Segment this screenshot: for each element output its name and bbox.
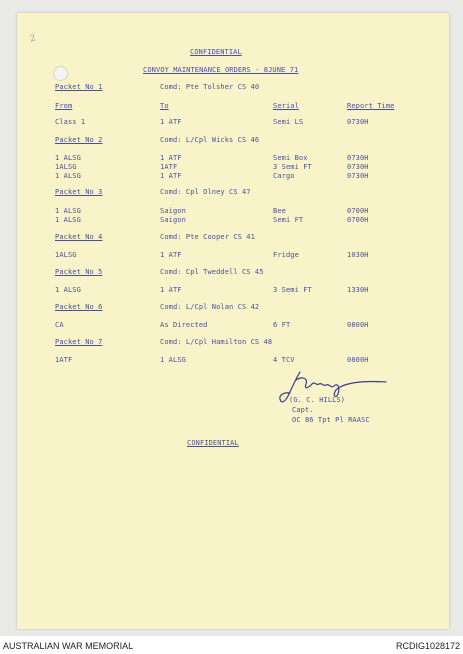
packet-3-name: Packet No 3: [55, 188, 103, 196]
p3-r2-from: 1 ALSG: [55, 216, 81, 224]
signatory-unit: OC 86 Tpt Pl RAASC: [292, 416, 370, 424]
packet-7-comd: Comd: L/Cpl Hamilton CS 48: [160, 338, 273, 346]
p7-r1-from: 1ATF: [55, 356, 73, 364]
p2-r3-time: 0730H: [347, 172, 369, 180]
p6-r1-serial: 6 FT: [273, 321, 291, 329]
p2-r2-to: 1ATF: [160, 163, 178, 171]
col-header-serial: Serial: [273, 102, 299, 110]
p3-r1-time: 0700H: [347, 207, 369, 215]
corner-pencil-mark: 2: [28, 33, 38, 45]
p7-r1-to: 1 ALSG: [160, 356, 186, 364]
p4-r1-from: 1ALSG: [55, 251, 77, 259]
p4-r1-serial: Fridge: [273, 251, 299, 259]
p6-r1-from: CA: [55, 321, 64, 329]
p6-r1-time: 0800H: [347, 321, 369, 329]
p1-r1-from: Class 1: [55, 118, 86, 126]
punch-hole: [53, 66, 68, 81]
p2-r1-serial: Semi Box: [273, 154, 308, 162]
p2-r3-serial: Cargo: [273, 172, 295, 180]
p3-r2-to: Saigon: [160, 216, 186, 224]
p6-r1-to: As Directed: [160, 321, 208, 329]
p2-r2-serial: 3 Semi FT: [273, 163, 312, 171]
p7-r1-serial: 4 TCV: [273, 356, 295, 364]
p2-r3-from: 1 ALSG: [55, 172, 81, 180]
signatory-rank: Capt.: [292, 406, 314, 414]
archive-name: AUSTRALIAN WAR MEMORIAL: [3, 641, 134, 651]
col-header-to: To: [160, 102, 169, 110]
p3-r2-time: 0700H: [347, 216, 369, 224]
p3-r1-serial: Bee: [273, 207, 286, 215]
p3-r1-to: Saigon: [160, 207, 186, 215]
packet-2-name: Packet No 2: [55, 136, 103, 144]
document-title: CONVOY MAINTENANCE ORDERS - 8JUNE 71: [143, 66, 299, 74]
p3-r2-serial: Semi FT: [273, 216, 304, 224]
packet-4-comd: Comd: Pte Cooper CS 41: [160, 233, 255, 241]
packet-1-name: Packet No 1: [55, 83, 103, 91]
col-header-report-time: Report Time: [347, 102, 395, 110]
classification-top: CONFIDENTIAL: [190, 48, 242, 56]
packet-6-comd: Comd: L/Cpl Nolan CS 42: [160, 303, 260, 311]
p1-r1-serial: Semi LS: [273, 118, 304, 126]
packet-2-comd: Comd: L/Cpl Wicks CS 46: [160, 136, 260, 144]
p2-r1-time: 0730H: [347, 154, 369, 162]
p2-r2-time: 0730H: [347, 163, 369, 171]
p2-r2-from: 1ALSG: [55, 163, 77, 171]
archive-footer: [0, 636, 463, 654]
p5-r1-serial: 3 Semi FT: [273, 286, 312, 294]
packet-6-name: Packet No 6: [55, 303, 103, 311]
classification-bottom: CONFIDENTIAL: [187, 439, 239, 447]
p2-r3-to: 1 ATF: [160, 172, 182, 180]
p4-r1-time: 1030H: [347, 251, 369, 259]
packet-3-comd: Comd: Cpl Olney CS 47: [160, 188, 251, 196]
p5-r1-time: 1330H: [347, 286, 369, 294]
packet-5-comd: Comd: Cpl Tweddell CS 45: [160, 268, 264, 276]
p1-r1-to: 1 ATF: [160, 118, 182, 126]
packet-1-comd: Comd: Pte Tolsher CS 40: [160, 83, 260, 91]
packet-4-name: Packet No 4: [55, 233, 103, 241]
packet-7-name: Packet No 7: [55, 338, 103, 346]
signatory-name: (G. C. HILLS): [289, 396, 346, 404]
col-header-from: From: [55, 102, 73, 110]
p2-r1-to: 1 ATF: [160, 154, 182, 162]
p2-r1-from: 1 ALSG: [55, 154, 81, 162]
p7-r1-time: 0800H: [347, 356, 369, 364]
p3-r1-from: 1 ALSG: [55, 207, 81, 215]
p1-r1-time: 0730H: [347, 118, 369, 126]
packet-5-name: Packet No 5: [55, 268, 103, 276]
p5-r1-from: 1 ALSG: [55, 286, 81, 294]
p4-r1-to: 1 ATF: [160, 251, 182, 259]
p5-r1-to: 1 ATF: [160, 286, 182, 294]
record-id: RCDIG1028172: [395, 641, 460, 651]
